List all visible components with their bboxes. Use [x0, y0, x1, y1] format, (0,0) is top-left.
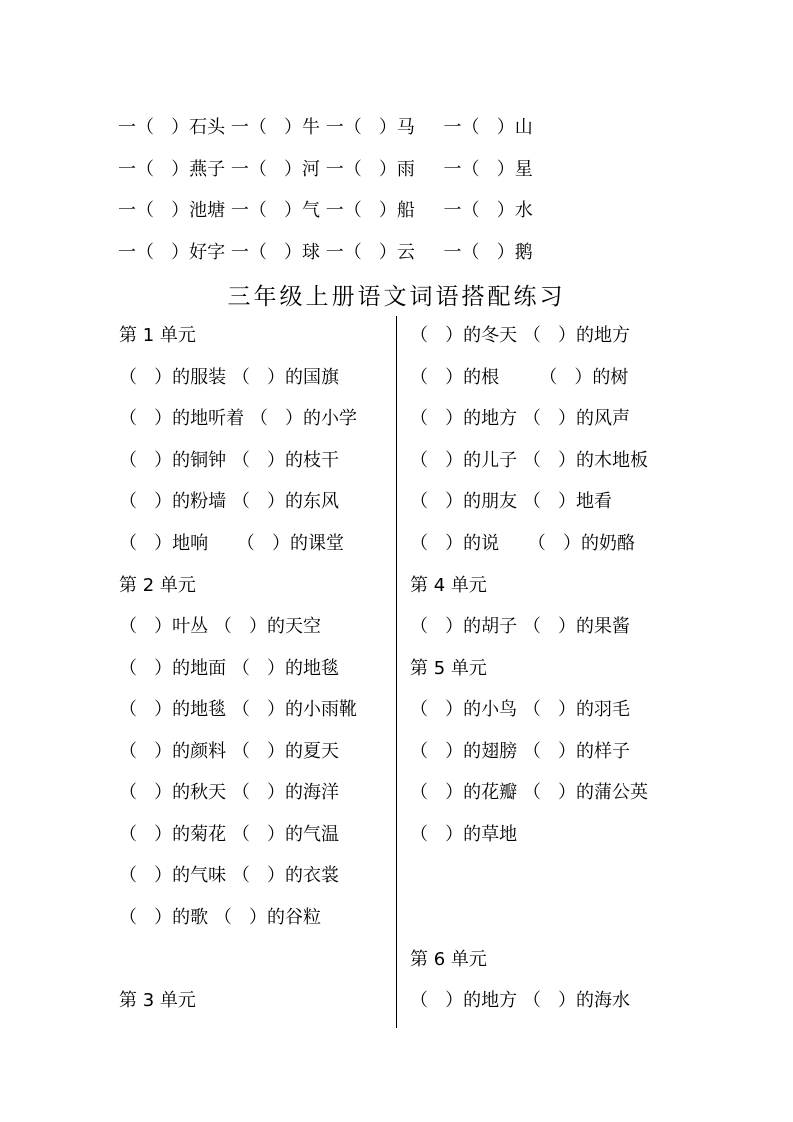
top-row: 一（ ）燕子 一（ ）河 一（ ）雨 一（ ）星 — [118, 159, 533, 180]
top-row: 一（ ）好字 一（ ）球 一（ ）云 一（ ）鹅 — [118, 242, 533, 263]
phrase-line: （ ）的根 （ ）的树 — [410, 367, 629, 388]
top-row: 一（ ）石头 一（ ）牛 一（ ）马 一（ ）山 — [118, 117, 533, 138]
phrase-line: （ ）的地毯 （ ）的小雨靴 — [119, 699, 358, 720]
unit-heading: 第 4 单元 — [410, 575, 487, 596]
phrase-line: （ ）的颜料 （ ）的夏天 — [119, 741, 340, 762]
phrase-line: （ ）的地方 （ ）的海水 — [410, 990, 631, 1011]
unit-heading: 第 6 单元 — [410, 949, 487, 970]
phrase-line: （ ）的冬天 （ ）的地方 — [410, 325, 631, 346]
page-title: 三年级上册语文词语搭配练习 — [227, 284, 566, 310]
phrase-line: （ ）的秋天 （ ）的海洋 — [119, 782, 340, 803]
phrase-line: （ ）的小鸟 （ ）的羽毛 — [410, 699, 631, 720]
phrase-line: （ ）的儿子 （ ）的木地板 — [410, 450, 649, 471]
unit-heading: 第 5 单元 — [410, 658, 487, 679]
phrase-line: （ ）的地听着 （ ）的小学 — [119, 408, 358, 429]
phrase-line: （ ）叶丛 （ ）的天空 — [119, 616, 322, 637]
phrase-line: （ ）地响 （ ）的课堂 — [119, 533, 344, 554]
phrase-line: （ ）的地方 （ ）的风声 — [410, 408, 631, 429]
phrase-line: （ ）的胡子 （ ）的果酱 — [410, 616, 631, 637]
phrase-line: （ ）的菊花 （ ）的气温 — [119, 824, 340, 845]
unit-heading: 第 3 单元 — [119, 990, 196, 1011]
phrase-line: （ ）的粉墙 （ ）的东风 — [119, 491, 340, 512]
column-divider — [396, 316, 397, 1028]
phrase-line: （ ）的说 （ ）的奶酪 — [410, 533, 635, 554]
phrase-line: （ ）的朋友 （ ）地看 — [410, 491, 613, 512]
phrase-line: （ ）的服装 （ ）的国旗 — [119, 367, 340, 388]
phrase-line: （ ）的翅膀 （ ）的样子 — [410, 741, 631, 762]
phrase-line: （ ）的草地 — [410, 824, 518, 845]
phrase-line: （ ）的花瓣 （ ）的蒲公英 — [410, 782, 649, 803]
phrase-line: （ ）的地面 （ ）的地毯 — [119, 658, 340, 679]
unit-heading: 第 1 单元 — [119, 325, 196, 346]
phrase-line: （ ）的气味 （ ）的衣裳 — [119, 865, 340, 886]
phrase-line: （ ）的铜钟 （ ）的枝干 — [119, 450, 340, 471]
phrase-line: （ ）的歌 （ ）的谷粒 — [119, 907, 322, 928]
unit-heading: 第 2 单元 — [119, 575, 196, 596]
top-row: 一（ ）池塘 一（ ）气 一（ ）船 一（ ）水 — [118, 200, 533, 221]
